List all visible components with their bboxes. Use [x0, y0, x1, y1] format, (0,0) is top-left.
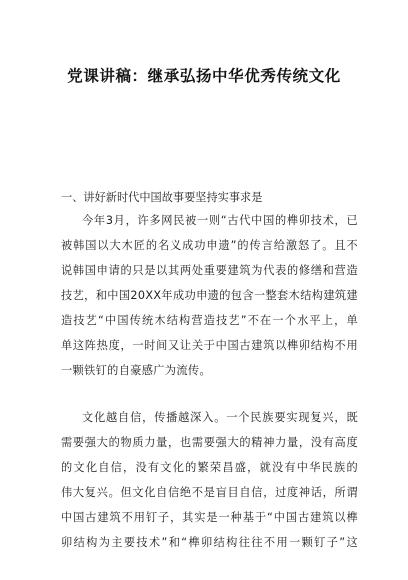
section-heading: 一、讲好新时代中国故事要坚持实事求是: [61, 191, 263, 204]
paragraph-1-line: 一颗铁钉的自豪感广为流传。: [61, 364, 211, 377]
paragraph-2-line: 卯结构为主要技术”和“榫卯结构往往不用一颗钉子”这: [61, 536, 358, 549]
paragraph-1-line: 造技艺“中国传统木结构营造技艺”不在一个水平上，单: [61, 314, 358, 327]
paragraph-2-line: 伟大复兴。但文化自信绝不是盲目自信，过度神话，所谓: [61, 486, 358, 499]
paragraph-2-line: 中国古建筑不用钉子，其实是一种基于“中国古建筑以榫: [61, 511, 358, 524]
document-title: 党课讲稿：继承弘扬中华优秀传统文化: [67, 67, 341, 85]
paragraph-2-line: 需要强大的物质力量，也需要强大的精神力量，没有高度: [61, 436, 358, 449]
paragraph-1-line: 说韩国申请的只是以其两处重要建筑为代表的修缮和营造: [61, 264, 358, 277]
paragraph-2-line: 的文化自信，没有文化的繁荣昌盛，就没有中华民族的: [61, 461, 358, 474]
paragraph-2-line: 文化越自信，传播越深入。一个民族要实现复兴，既: [82, 411, 358, 424]
paragraph-1-line: 今年3月，许多网民被一则“古代中国的榫卯技术，已: [82, 214, 358, 227]
paragraph-1-line: 技艺，和中国20XX年成功申遗的包含一整套木结构建筑建: [61, 289, 358, 302]
paragraph-1-line: 单这阵热度，一时间又让关于中国古建筑以榫卯结构不用: [61, 339, 358, 352]
paragraph-1-line: 被韩国以大木匠的名义成功申遗”的传言给激怒了。且不: [61, 239, 358, 252]
